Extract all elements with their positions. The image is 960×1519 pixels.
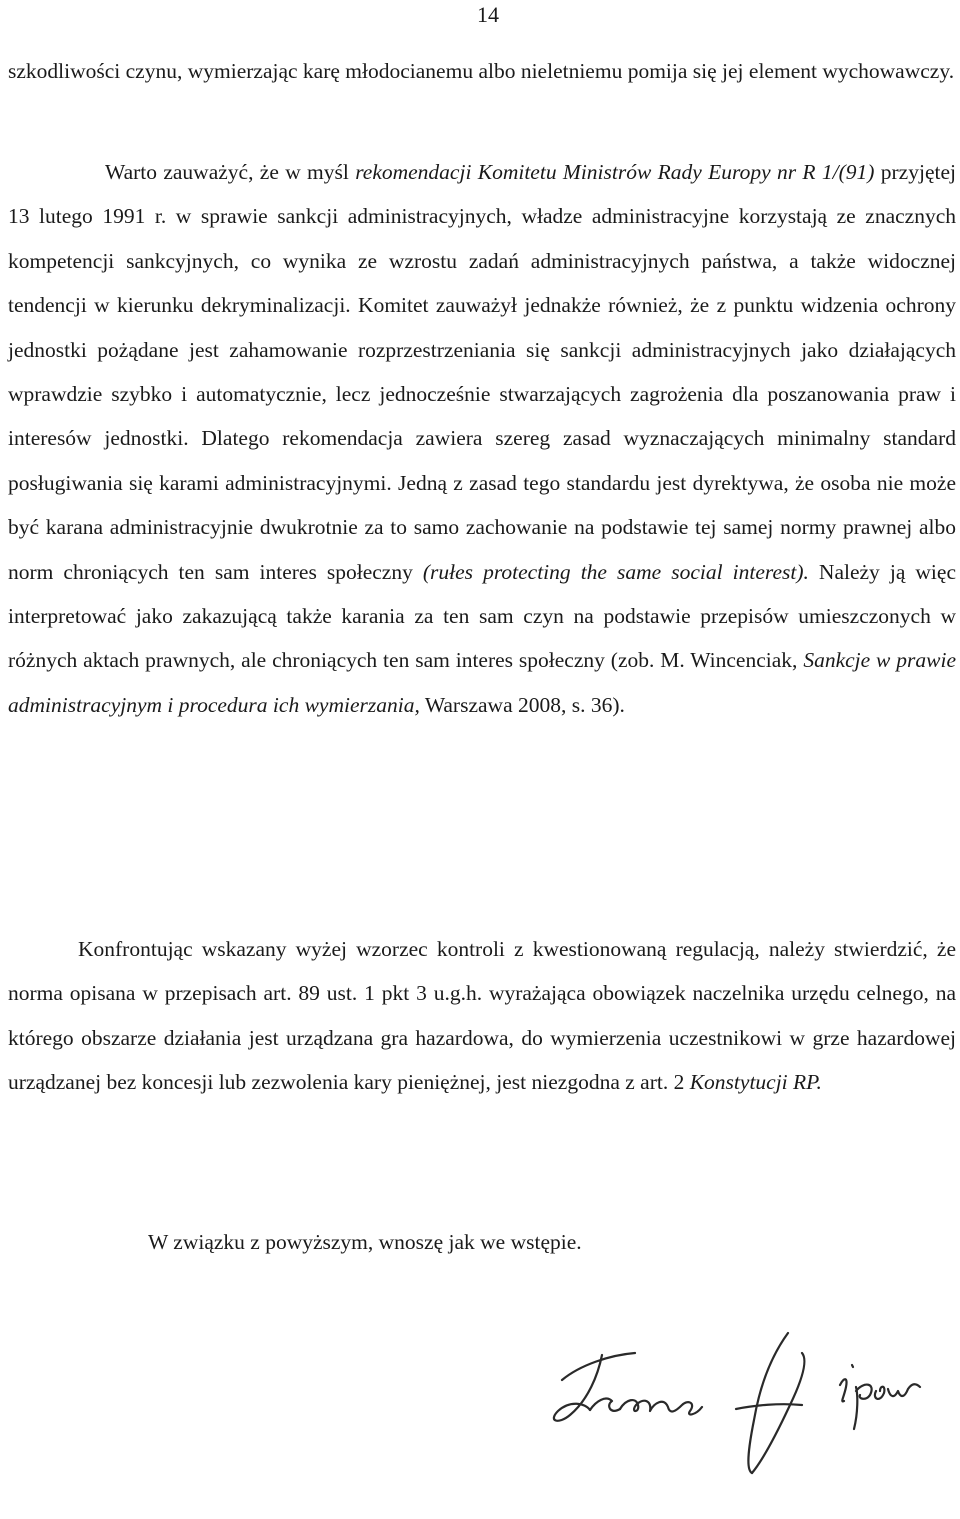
paragraph-1: szkodliwości czynu, wymierzając karę młodocianemu albo nieletniemu pomija się jej element wychowawczy. xyxy=(8,59,955,83)
p2-english-phrase: (rułes protecting the same social interest). xyxy=(422,559,809,584)
p2-text-g: Warszawa 2008, s. 36). xyxy=(419,692,625,717)
p2-text-c: przyjętej 13 lutego 1991 r. w sprawie sankcji administracyjnych, władze administracyjne korzystają ze znacznych kompetencji sankcyjnych, co wynika ze wzrostu zadań administracyjnych państwa, a także widocznej tendencji w kierunku dekryminalizacji. Komitet zauważył jednakże również, że z punktu widzenia ochrony jednostki pożądane jest zahamowanie rozprzestrzeniania się sankcji administracyjnych jako działających wprawdzie szybko i automatycznie, lecz jednocześnie stwarzających zagrożenia dla poszanowania praw i interesów jednostki. Dlatego rekomendacja zawiera szereg zasad wyznaczających minimalny standard posługiwania się karami administracyjnymi. Jedną z zasad tego standardu jest dyrektywa, że osoba nie może być karana administracyjnie dwukrotnie za to samo zachowanie na podstawie tej samej normy prawnej albo norm chroniących ten sam interes społeczny xyxy=(8,160,956,584)
paragraph-3 xyxy=(8,927,956,1105)
page-number: 14 xyxy=(477,2,499,27)
p3-text-a: Konfrontując wskazany wyżej wzorzec kontroli z kwestionowaną regulacją, należy stwierdzić, że norma opisana w przepisach art. 89 ust. 1 pkt 3 u.g.h. wyrażająca obowiązek naczelnika urzędu celnego, na którego obszarze działania jest urządzana gra hazardowa, do wymierzenia uczestnikowi w grze hazardowej urządzanej bez koncesji lub zezwolenia kary pieniężnej, jest niezgodna z art. 2 xyxy=(8,937,956,1095)
handwritten-signature xyxy=(540,1325,940,1475)
p2-text-a: Warto zauważyć, że w myśl xyxy=(105,160,356,184)
p2-book-title: Sankcje w prawie administracyjnym i procedura ich wymierzania, xyxy=(8,648,957,717)
p2-text-e: Należy ją więc interpretować jako zakazującą także karania za ten sam czyn na podstawie przepisów umieszczonych w różnych aktach prawnych, ale chroniących ten sam interes społeczny (zob. M. Wincenciak, xyxy=(8,559,956,673)
closing-sentence: W związku z powyższym, wnoszę jak we wstępie. xyxy=(148,1230,582,1254)
paragraph-2 xyxy=(8,150,956,727)
p2-recommendation-title: rekomendacji Komitetu Ministrów Rady Europy nr R 1/(91) xyxy=(355,160,875,184)
p3-constitution: Konstytucji RP. xyxy=(689,1070,822,1095)
